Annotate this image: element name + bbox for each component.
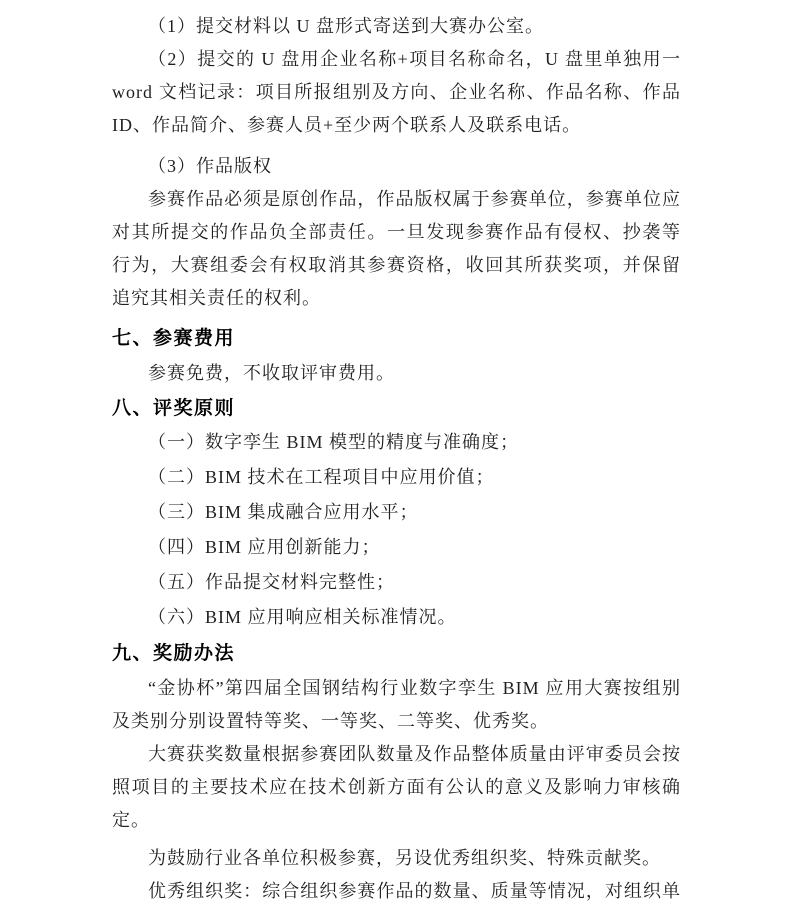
paragraph-award-quantity-review: 大赛获奖数量根据参赛团队数量及作品整体质量由评审委员会按照项目的主要技术应在技术创新方面有公认的意义及影响力审核确定。	[112, 744, 681, 830]
paragraph-award-categories: “金协杯”第四届全国钢结构行业数字孪生 BIM 应用大赛按组别及类别分别设置特等奖、一等奖、二等奖、优秀奖。	[112, 678, 681, 731]
list-item-principle-5-material-completeness: （五）作品提交材料完整性；	[148, 572, 395, 592]
heading-section-7-entry-fees: 七、参赛费用	[112, 328, 236, 349]
paragraph-item-1-usb-delivery: （1）提交材料以 U 盘形式寄送到大赛办公室。	[148, 16, 544, 36]
list-item-principle-3-integration-level: （三）BIM 集成融合应用水平；	[148, 502, 419, 522]
paragraph-copyright-statement: 参赛作品必须是原创作品，作品版权属于参赛单位，参赛单位应对其所提交的作品负全部责任。一旦发现参赛作品有侵权、抄袭等行为，大赛组委会有权取消其参赛资格，收回其所获奖项，并保留追究其相关责任的权利。	[112, 189, 681, 308]
list-item-principle-6-standards-compliance: （六）BIM 应用响应相关标准情况。	[148, 607, 457, 627]
heading-section-8-judging-principles: 八、评奖原则	[112, 398, 236, 419]
heading-section-9-award-methods: 九、奖励办法	[112, 643, 236, 664]
paragraph-item-3-copyright-title: （3）作品版权	[148, 156, 272, 176]
list-item-principle-4-innovation-ability: （四）BIM 应用创新能力；	[148, 537, 381, 557]
paragraph-additional-awards: 为鼓励行业各单位积极参赛，另设优秀组织奖、特殊贡献奖。	[148, 848, 661, 868]
paragraph-excellent-organization-award: 优秀组织奖：综合组织参赛作品的数量、质量等情况，对组织单	[148, 881, 681, 901]
paragraph-item-2-usb-naming: （2）提交的 U 盘用企业名称+项目名称命名，U 盘里单独用一 word 文档记录：项目所报组别及方向、企业名称、作品名称、作品 ID、作品简介、参赛人员+至少两个联系人及联系电话。	[112, 49, 681, 135]
list-item-principle-1-model-accuracy: （一）数字孪生 BIM 模型的精度与准确度；	[148, 432, 520, 452]
list-item-principle-2-application-value: （二）BIM 技术在工程项目中应用价值；	[148, 467, 495, 487]
paragraph-fees-free: 参赛免费，不收取评审费用。	[148, 363, 395, 383]
